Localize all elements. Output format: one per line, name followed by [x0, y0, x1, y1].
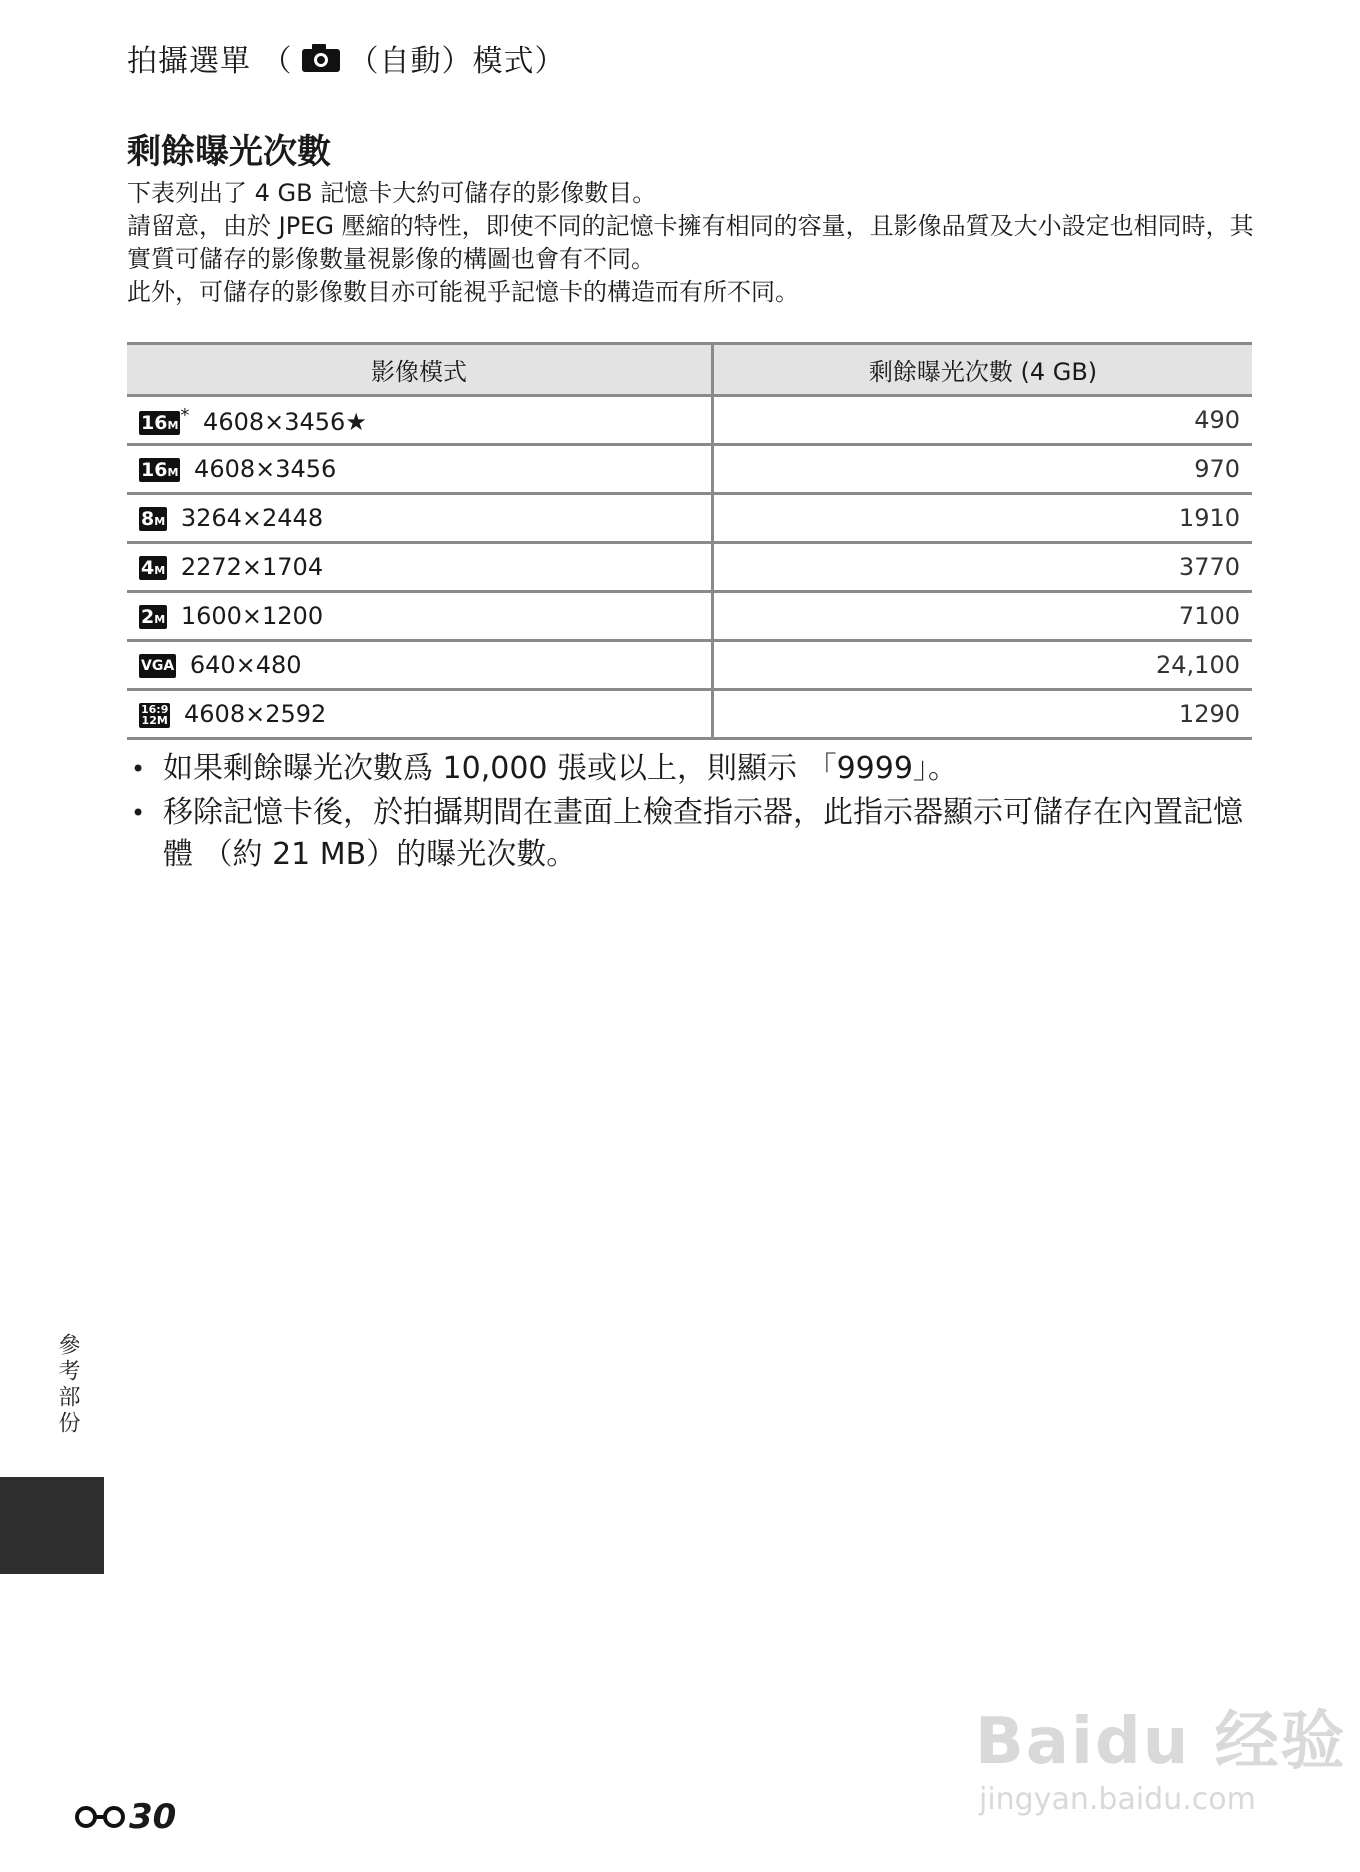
- count-cell: 490: [713, 396, 1253, 445]
- count-cell: 1910: [713, 494, 1253, 543]
- table-row: [127, 396, 1252, 445]
- watermark-main: Baidu 经验: [975, 1705, 1347, 1779]
- table-row: [127, 641, 1252, 690]
- mode-resolution: 4608×2592: [184, 700, 327, 728]
- section-side-label: 參考部份: [55, 1333, 80, 1437]
- table-row: [127, 592, 1252, 641]
- watermark-url: jingyan.baidu.com: [979, 1782, 1256, 1817]
- header-suffix: （自動）模式）: [348, 44, 566, 79]
- page-number-text: 30: [129, 1797, 177, 1837]
- intro-line: 請留意，由於 JPEG 壓縮的特性，即使不同的記憶卡擁有相同的容量，且影像品質及大小設定也相同時，其實質可儲存的影像數量視影像的構圖也會有不同。: [127, 212, 1254, 273]
- mode-cell: [127, 592, 713, 641]
- 16-9-12m-icon: 16:9 12M: [141, 702, 169, 727]
- header-prefix: 拍攝選單 （: [127, 44, 293, 79]
- intro-line: 此外，可儲存的影像數目亦可能視乎記憶卡的構造而有所不同。: [127, 278, 799, 306]
- 4m-icon: 4M: [141, 557, 166, 579]
- mode-resolution: 4608×3456: [194, 455, 337, 483]
- notes-list: [127, 748, 1257, 878]
- mode-cell: [127, 690, 713, 739]
- table-header-row: [127, 344, 1252, 396]
- column-header-remaining: 剩餘曝光次數 (4 GB): [713, 344, 1253, 396]
- count-cell: 1290: [713, 690, 1253, 739]
- 2m-icon: 2M: [141, 606, 166, 628]
- table-row: [127, 445, 1252, 494]
- 16m-icon: 16M: [141, 459, 179, 481]
- mode-resolution: 3264×2448: [180, 504, 324, 532]
- section-title: 剩餘曝光次數: [127, 132, 331, 172]
- mode-cell: [127, 543, 713, 592]
- baidu-watermark: [975, 1690, 1347, 1817]
- intro-paragraph: [127, 177, 1257, 309]
- column-header-image-mode: 影像模式: [127, 344, 713, 396]
- remaining-exposures-table: [127, 342, 1252, 740]
- running-header: [127, 36, 566, 80]
- count-cell: 24,100: [713, 641, 1253, 690]
- table-row: [127, 690, 1252, 739]
- intro-line: 下表列出了 4 GB 記憶卡大約可儲存的影像數目。: [127, 179, 657, 207]
- count-cell: 970: [713, 445, 1253, 494]
- 8m-icon: 8M: [141, 508, 166, 530]
- mode-resolution: 2272×1704: [180, 553, 324, 581]
- mode-cell: [127, 396, 713, 445]
- table-row: [127, 494, 1252, 543]
- reference-section-icon: [73, 1804, 127, 1830]
- vga-icon: VGA: [139, 654, 176, 678]
- mode-resolution: 640×480: [189, 651, 302, 679]
- mode-cell: [127, 445, 713, 494]
- mode-cell: [127, 641, 713, 690]
- list-item: • 如果剩餘曝光次數爲 10,000 張或以上，則顯示 「9999」。: [127, 748, 1257, 790]
- table-row: [127, 543, 1252, 592]
- mode-cell: [127, 494, 713, 543]
- list-item: • 移除記憶卡後，於拍攝期間在畫面上檢查指示器，此指示器顯示可儲存在內置記憶體 （約 21 MB）的曝光次數。: [127, 792, 1257, 876]
- camera-icon: [301, 43, 341, 73]
- 16m-star-icon: 16M: [141, 411, 179, 434]
- mode-resolution: 1600×1200: [180, 602, 324, 630]
- count-cell: 7100: [713, 592, 1253, 641]
- page-number: [73, 1797, 176, 1837]
- count-cell: 3770: [713, 543, 1253, 592]
- star-superscript: *: [180, 404, 190, 426]
- mode-resolution: 4608×3456★: [203, 407, 367, 436]
- section-tab-marker: [0, 1477, 104, 1574]
